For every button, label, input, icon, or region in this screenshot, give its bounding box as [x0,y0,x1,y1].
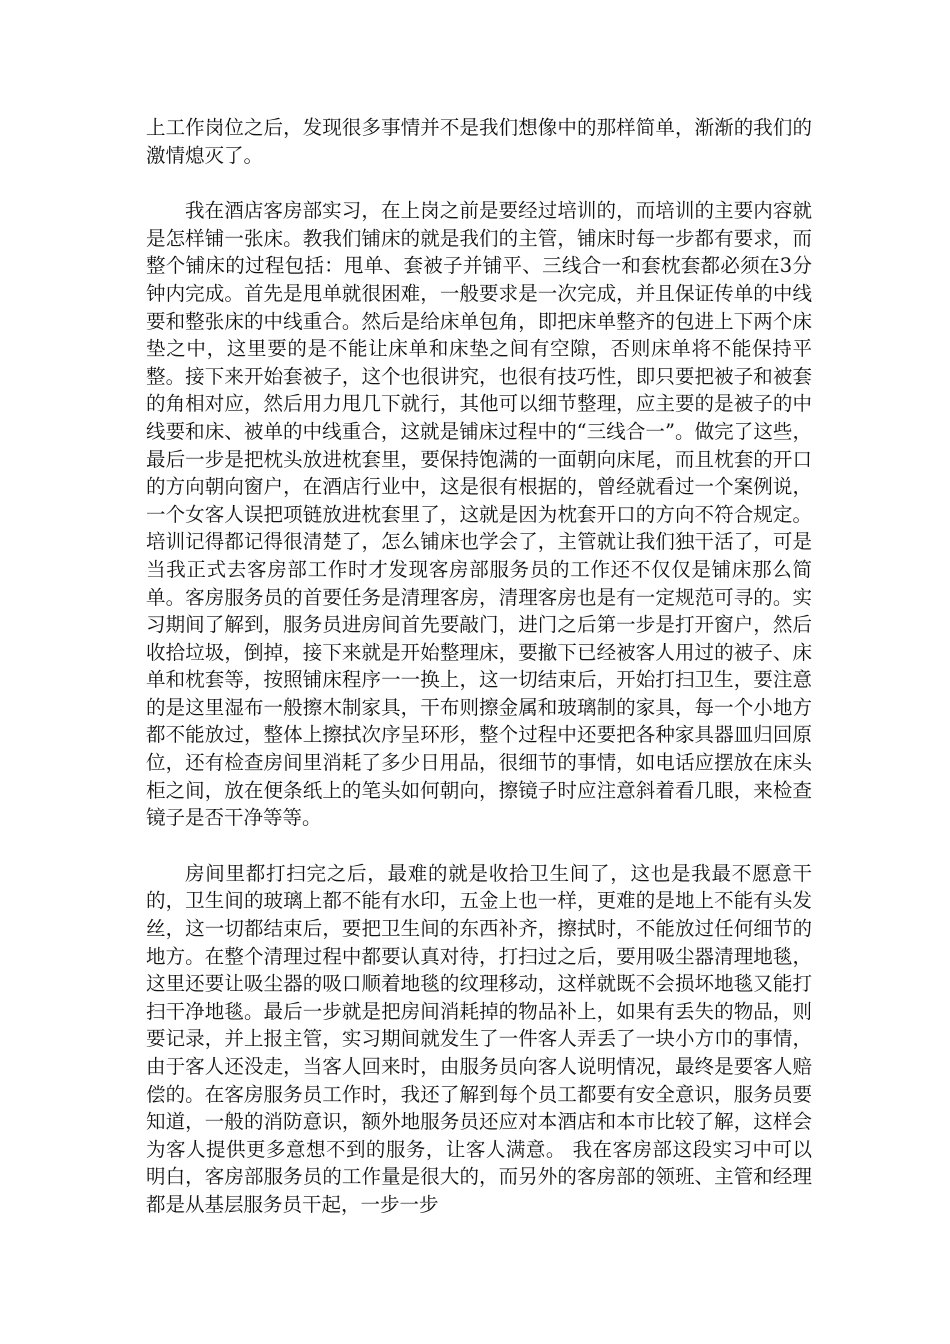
paragraph-continuation: 上工作岗位之后，发现很多事情并不是我们想像中的那样简单，渐渐的我们的激情熄灭了。 [146,116,812,167]
paragraph-bathroom-cleaning: 房间里都打扫完之后，最难的就是收拾卫生间了，这也是我最不愿意干的，卫生间的玻璃上都不能有水印，五金上也一样，更难的是地上不能有头发丝，这一切都结束后，要把卫生间的东西补齐，擦拭时，不能放过任何细节的地方。在整个清理过程中都要认真对待，打扫过之后，要用吸尘器清理地毯，这里还要让吸尘器的吸口顺着地毯的纹理移动，这样就既不会损坏地毯又能打扫干净地毯。最后一步就是把房间消耗掉的物品补上，如果有丢失的物品，则要记录，并上报主管，实习期间就发生了一件客人弄丢了一块小方巾的事情，由于客人还没走，当客人回来时，由服务员向客人说明情况，最终是要客人赔偿的。在客房服务员工作时，我还了解到每个员工都要有安全意识，服务员要知道，一般的消防意识，额外地服务员还应对本酒店和本市比较了解，这样会为客人提供更多意想不到的服务，让客人满意。 我在客房部这段实习中可以明白，客房部服务员的工作量是很大的，而另外的客房部的领班、主管和经理都是从基层服务员干起，一步一步 [146,861,812,1216]
paragraph-bed-making-training: 我在酒店客房部实习，在上岗之前是要经过培训的，而培训的主要内容就是怎样铺一张床。教我们铺床的就是我们的主管，铺床时每一步都有要求，而整个铺床的过程包括：甩单、套被子并铺平、三线合一和套枕套都必须在3分钟内完成。首先是甩单就很困难，一般要求是一次完成，并且保证传单的中线要和整张床的中线重合。然后是给床单包角，即把床单整齐的包进上下两个床垫之中，这里要的是不能让床单和床垫之间有空隙，否则床单将不能保持平整。接下来开始套被子，这个也很讲究，也很有技巧性，即只要把被子和被套的角相对应，然后用力甩几下就行，其他可以细节整理，应主要的是被子的中线要和床、被单的中线重合，这就是铺床过程中的“三线合一”。做完了这些，最后一步是把枕头放进枕套里，要保持饱满的一面朝向床尾，而且枕套的开口的方向朝向窗户，在酒店行业中，这是很有根据的，曾经就看过一个案例说，一个女客人误把项链放进枕套里了，这就是因为枕套开口的方向不符合规定。培训记得都记得很清楚了，怎么铺床也学会了，主管就让我们独干活了，可是当我正式去客房部工作时才发现客房部服务员的工作还不仅仅是铺床那么简单。客房服务员的首要任务是清理客房，清理客房也是有一定规范可寻的。实习期间了解到，服务员进房间首先要敲门，进门之后第一步是打开窗户，然后收拾垃圾，倒掉，接下来就是开始整理床，要撤下已经被客人用过的被子、床单和枕套等，按照铺床程序一一换上，这一切结束后，开始打扫卫生，要注意的是这里湿布一般擦木制家具，干布则擦金属和玻璃制的家具，每一个小地方都不能放过，整体上擦拭次序呈环形，整个过程中还要把各种家具器皿归回原位，还有检查房间里消耗了多少日用品，很细节的事情，如电话应摆放在床头柜之间，放在便条纸上的笔头如何朝向，擦镜子时应注意斜着看几眼，来检查镜子是否干净等等。 [146,199,812,830]
document-page [146,114,812,1247]
